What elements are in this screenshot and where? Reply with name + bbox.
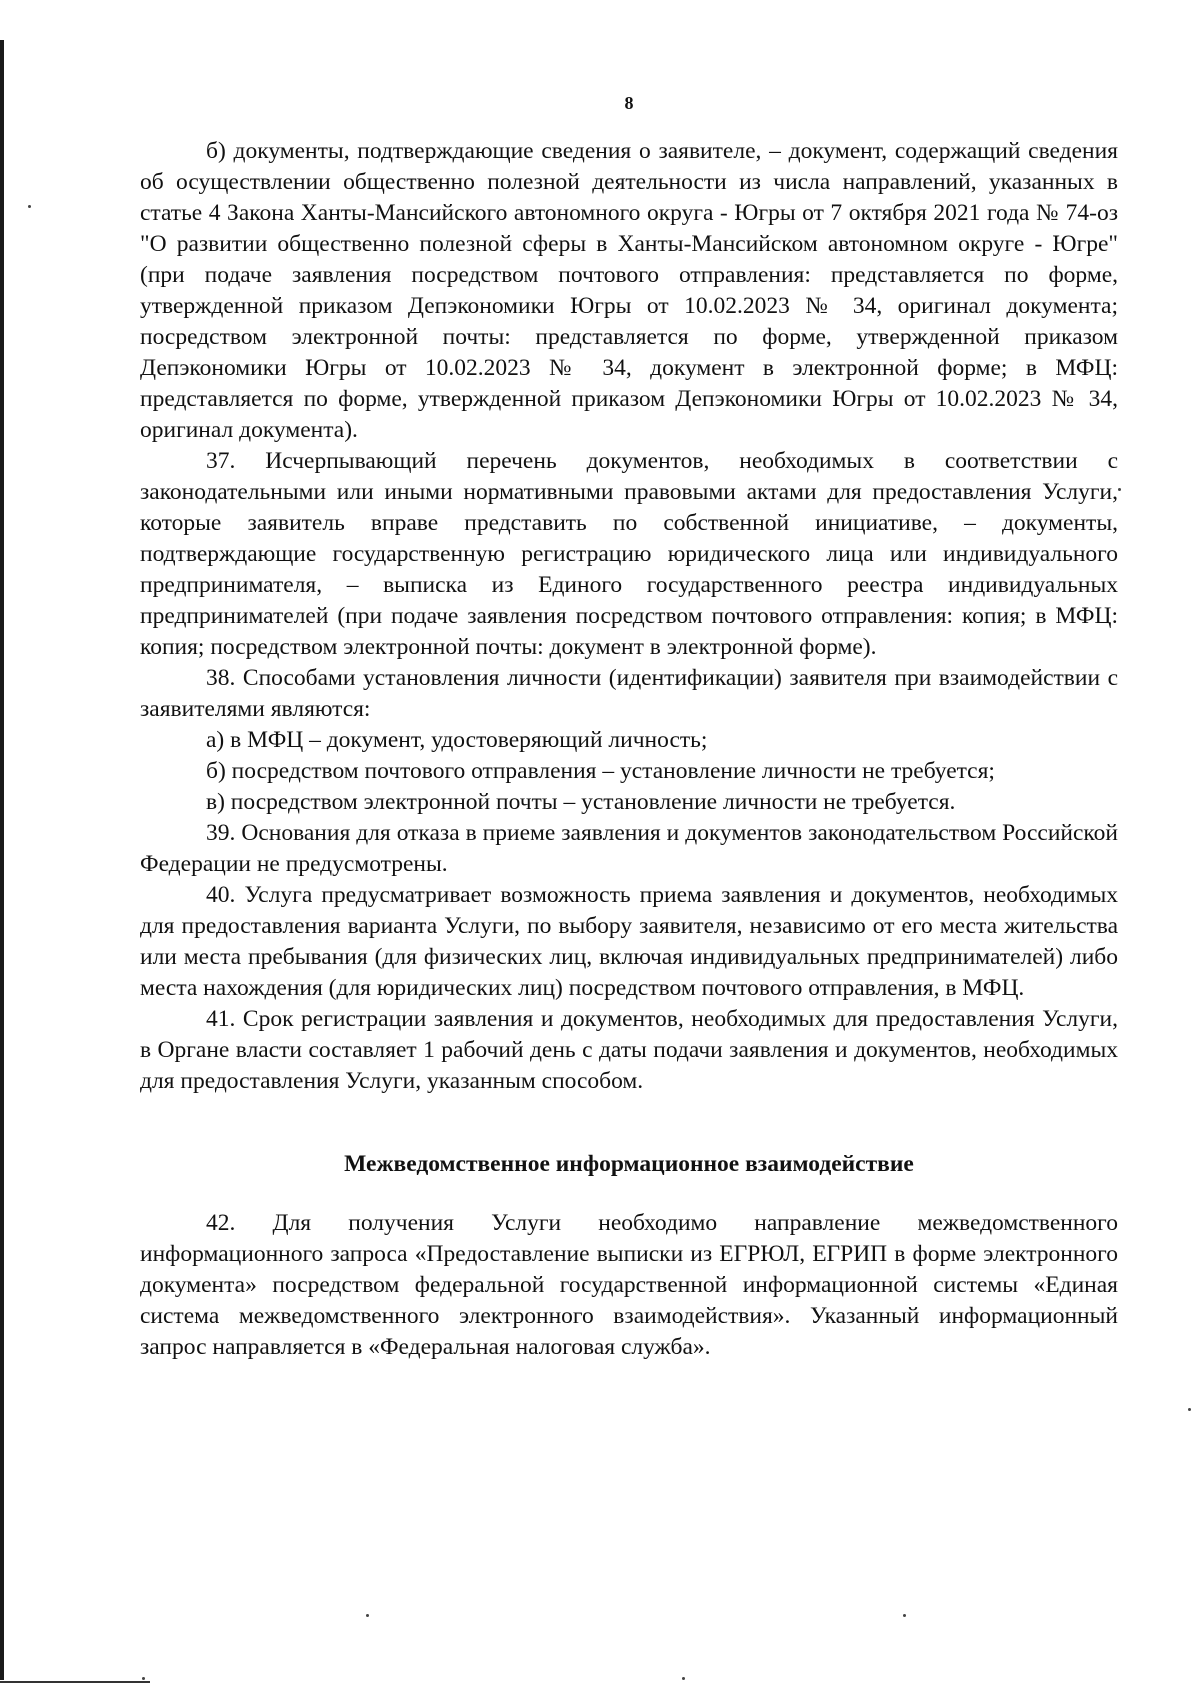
list-item-38c: в) посредством электронной почты – установление личности не требуется. xyxy=(206,789,956,815)
scan-speck xyxy=(366,1614,369,1617)
paragraph-41: 41. Срок регистрации заявления и документов, необходимых для предоставления Услуги, в Органе власти составляет 1 рабочий день с даты подачи заявления и документов, необходимых для предоставления Услуги, указанным способом. xyxy=(140,1006,1118,1094)
paragraph-39: 39. Основания для отказа в приеме заявления и документов законодательством Российской Федерации не предусмотрены. xyxy=(140,820,1118,877)
scan-speck xyxy=(28,205,31,208)
scan-edge-bottom xyxy=(0,1681,150,1683)
page-number: 8 xyxy=(624,93,634,113)
paragraph-38: 38. Способами установления личности (идентификации) заявителя при взаимодействии с заявителями являются: xyxy=(140,665,1118,722)
paragraph-40: 40. Услуга предусматривает возможность приема заявления и документов, необходимых для предоставления варианта Услуги, по выбору заявителя, независимо от его места жительства или места пребывания (для физических лиц, включая индивидуальных предпринимателей) либо места нахождения (для юридических лиц) посредством почтового отправления, в МФЦ. xyxy=(140,882,1118,1001)
document-page xyxy=(140,92,1118,1363)
paragraph-37: 37. Исчерпывающий перечень документов, необходимых в соответствии с законодательными или иными нормативными правовыми актами для предоставления Услуги, которые заявитель вправе представить по собственной инициативе, – документы, подтверждающие государственную регистрацию юридического лица или индивидуального предпринимателя, – выписка из Единого государственного реестра индивидуальных предпринимателей (при подаче заявления посредством почтового отправления: копия; в МФЦ: копия; посредством электронной почты: документ в электронной форме). xyxy=(140,448,1118,660)
scan-edge-left xyxy=(0,40,4,1680)
scan-speck xyxy=(682,1677,685,1680)
list-item-38a: а) в МФЦ – документ, удостоверяющий личность; xyxy=(206,727,708,753)
scan-speck xyxy=(1188,1408,1191,1411)
scan-speck xyxy=(903,1614,906,1617)
paragraph-42: 42. Для получения Услуги необходимо направление межведомственного информационного запроса «Предоставление выписки из ЕГРЮЛ, ЕГРИП в форме электронного документа» посредством федеральной государственной информационной системы «Единая система межведомственного электронного взаимодействия». Указанный информационный запрос направляется в «Федеральная налоговая служба». xyxy=(140,1210,1118,1360)
paragraph-36b: б) документы, подтверждающие сведения о заявителе, – документ, содержащий сведения об осуществлении общественно полезной деятельности из числа направлений, указанных в статье 4 Закона Ханты-Мансийского автономного округа - Югры от 7 октября 2021 года № 74-оз "О развитии общественно полезной сферы в Ханты-Мансийском автономном округе - Югре" (при подаче заявления посредством почтового отправления: представляется по форме, утвержденной приказом Депэкономики Югры от 10.02.2023 № 34, оригинал документа; посредством электронной почты: представляется по форме, утвержденной приказом Депэкономики Югры от 10.02.2023 № 34, документ в электронной форме; в МФЦ: представляется по форме, утвержденной приказом Депэкономики Югры от 10.02.2023 № 34, оригинал документа). xyxy=(140,138,1118,443)
scan-speck xyxy=(1118,488,1121,491)
scan-speck xyxy=(142,1677,145,1680)
list-item-38b: б) посредством почтового отправления – установление личности не требуется; xyxy=(206,758,995,784)
section-heading: Межведомственное информационное взаимодействие xyxy=(344,1151,914,1177)
